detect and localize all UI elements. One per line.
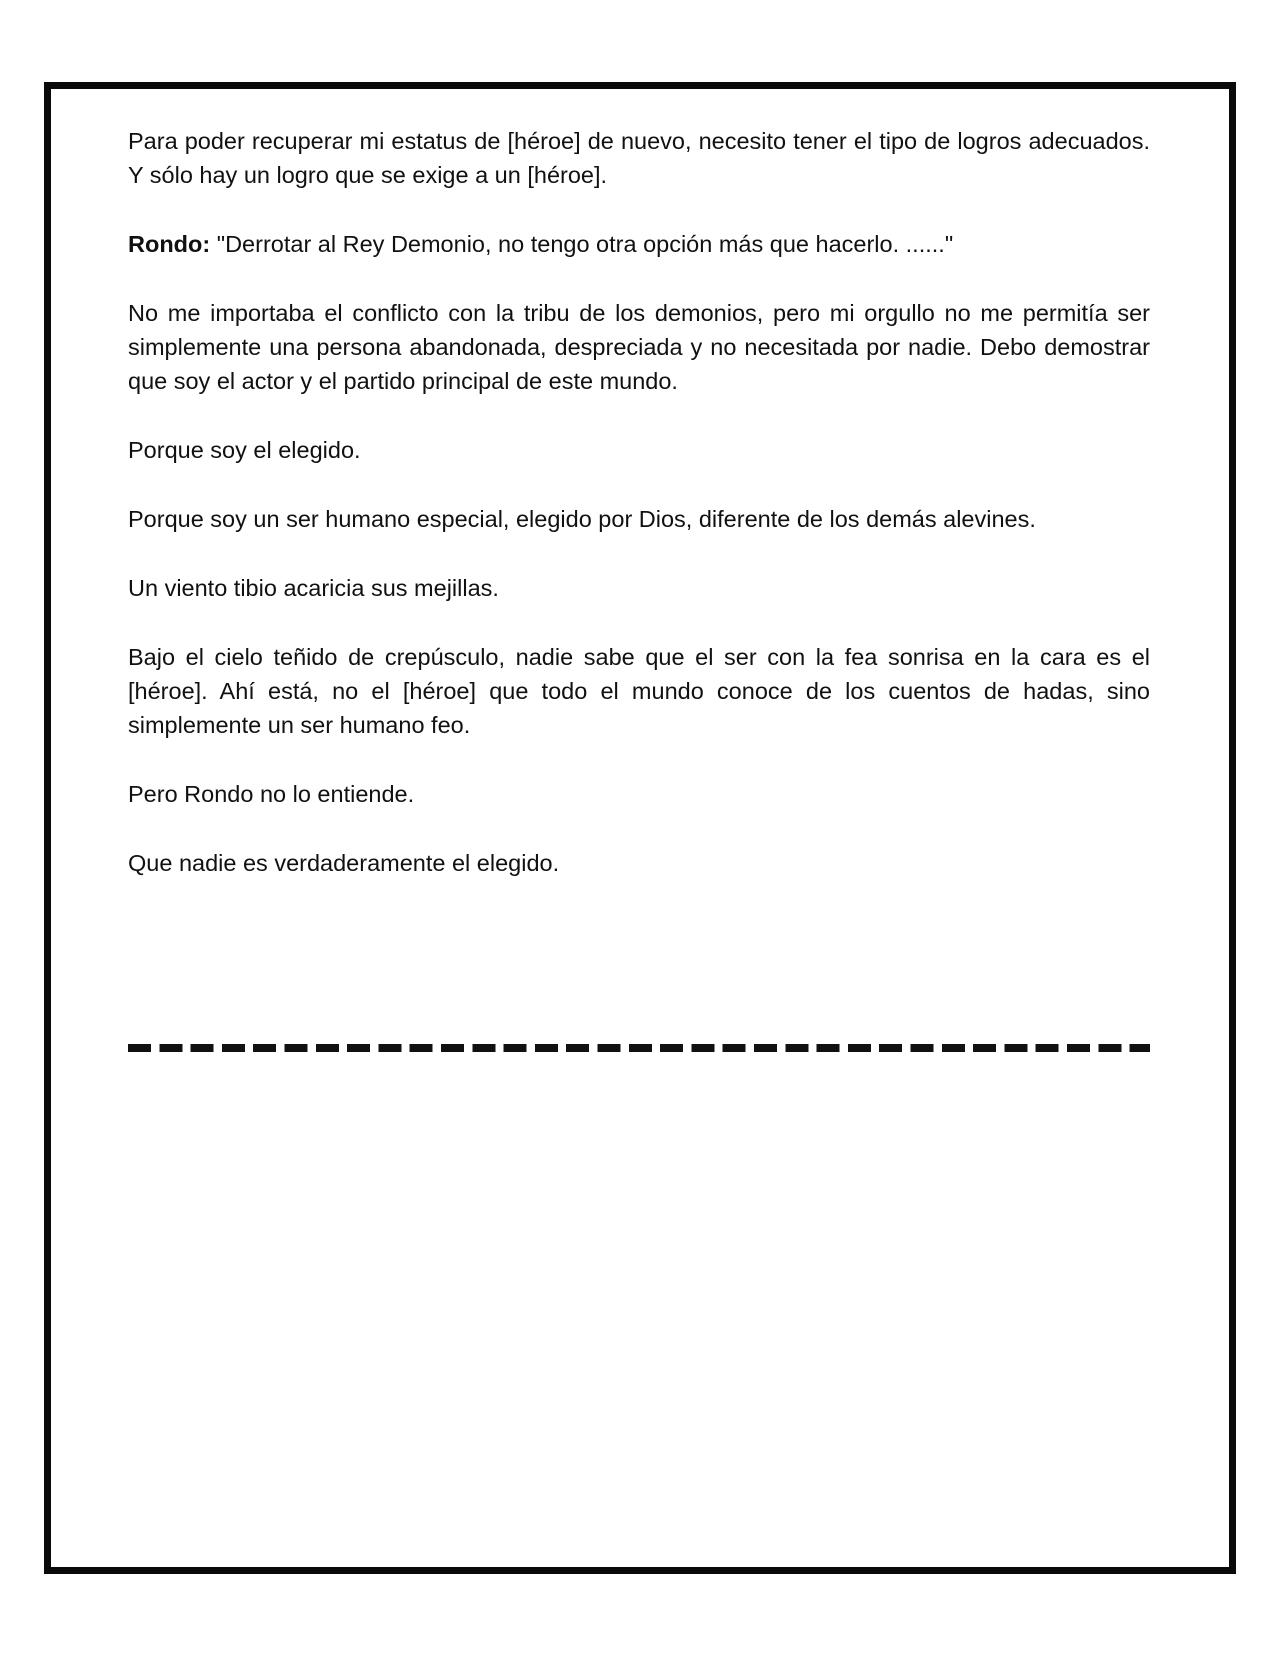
paragraph: Un viento tibio acaricia sus mejillas.	[128, 575, 499, 601]
paragraph: Para poder recuperar mi estatus de [héroe] de nuevo, necesito tener el tipo de logros adecuados. Y sólo hay un logro que se exige a un [héroe].	[128, 128, 1150, 188]
dialogue-line	[128, 227, 1150, 261]
paragraph: Bajo el cielo teñido de crepúsculo, nadie sabe que el ser con la fea sonrisa en la cara es el [héroe]. Ahí está, no el [héroe] que todo el mundo conoce de los cuentos de hadas, sino simplemente un ser humano feo.	[128, 644, 1150, 738]
text-body	[128, 124, 1150, 915]
paragraph: Porque soy el elegido.	[128, 437, 361, 463]
paragraph: Que nadie es verdaderamente el elegido.	[128, 850, 560, 876]
paragraph: Porque soy un ser humano especial, elegido por Dios, diferente de los demás alevines.	[128, 506, 1036, 532]
dialogue-text: "Derrotar al Rey Demonio, no tengo otra opción más que hacerlo. ......"	[210, 231, 954, 257]
speaker-name: Rondo:	[128, 231, 211, 257]
paragraph: Pero Rondo no lo entiende.	[128, 781, 415, 807]
section-divider	[128, 1044, 1150, 1052]
paragraph: No me importaba el conflicto con la tribu de los demonios, pero mi orgullo no me permitía ser simplemente una persona abandonada, despreciada y no necesitada por nadie. Debo demostrar que soy el actor y el partido principal de este mundo.	[128, 300, 1150, 394]
